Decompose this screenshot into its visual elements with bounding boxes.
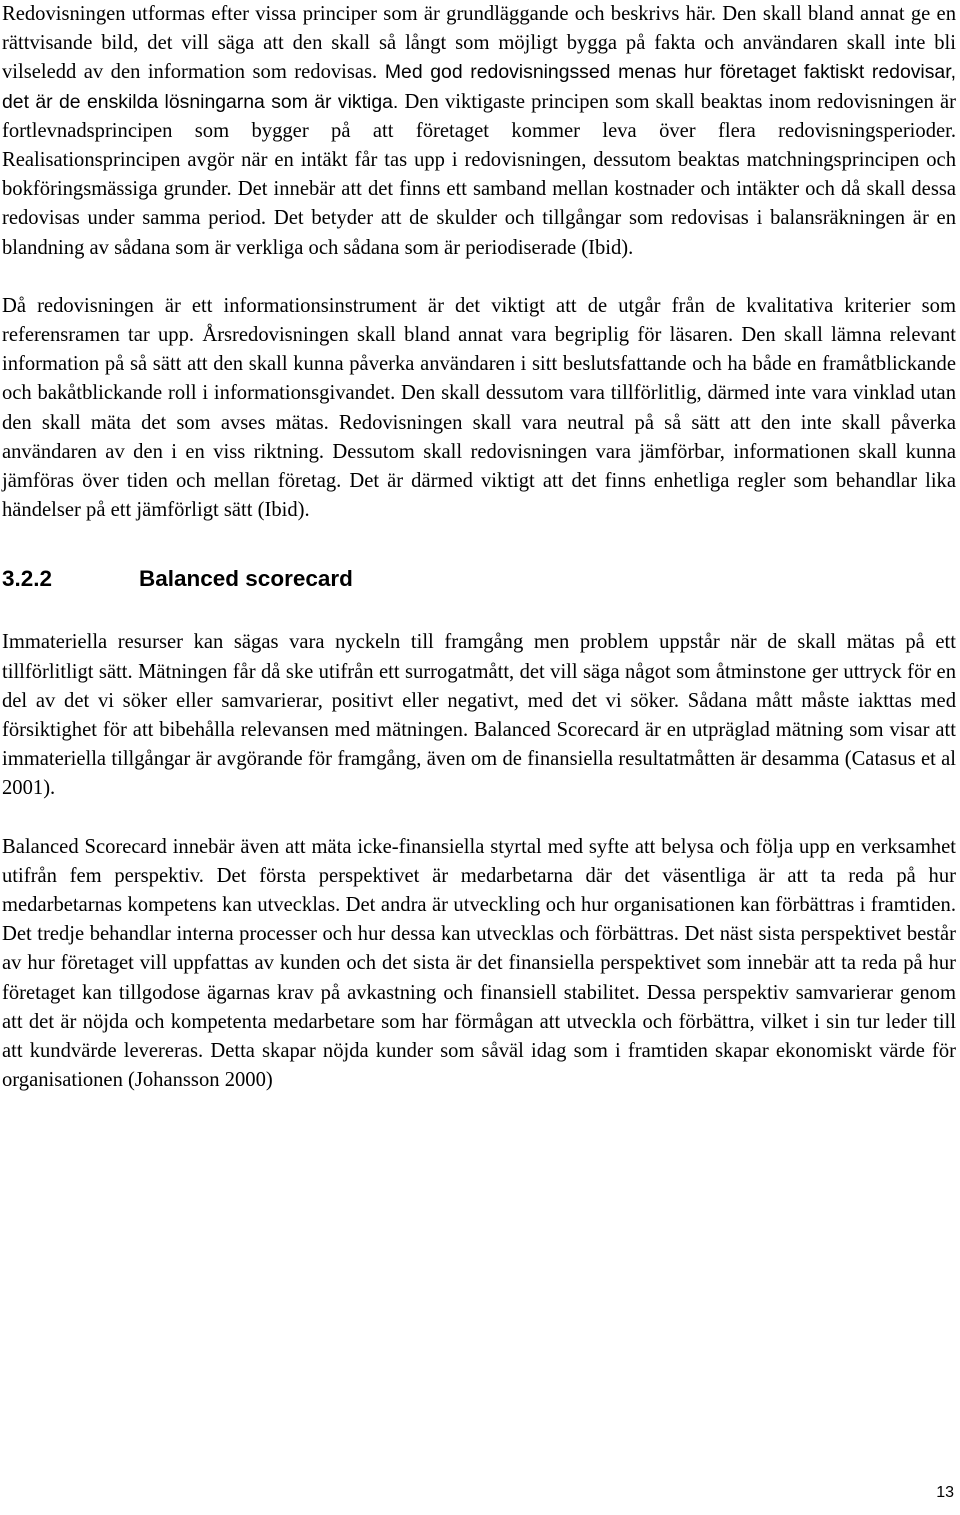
page-number: 13	[936, 1484, 954, 1501]
paragraph-text: Redovisningen utformas efter vissa principer som är grundläggande och beskrivs här. Den skall bland annat ge en rättvisande bild, det vill säga att den skall så långt som möjligt bygga på fakta och användaren skall inte bli vilseledd av den information som redovisas.	[2, 3, 956, 84]
paragraph-spacer	[2, 804, 956, 833]
paragraph-text-sans: Med god redovisningssed menas hur företaget faktiskt redovisar, det är de enskilda lösningarna som är viktiga.	[2, 61, 956, 113]
paragraph-five-perspectives: Balanced Scorecard innebär även att mäta icke-finansiella styrtal med syfte att belysa och följa upp en verksamhet utifrån fem perspektiv. Det första perspektivet är medarbetarna där det väsentliga är att ta reda på hur medarbetarnas kompetens kan utvecklas. Det andra är utveckling och hur organisationen kan förbättras i framtiden. Det tredje behandlar interna processer och hur dessa kan utvecklas och förbättras. Det näst sista perspektivet består av hur företaget vill uppfattas av kunden och det sista är det finansiella perspektivet som innebär att ta reda på hur företaget kan tillgodose ägarnas krav på avkastning och finansiell stabilitet. Dessa perspektiv samvarierar genom att det är nöjda och kompetenta medarbetare som har förmågan att utveckla och förbättra, vilket i sin tur leder till att kundvärde levereras. Detta skapar nöjda kunder som såväl idag som i framtiden skapar ekonomiskt värde för organisationen (Johansson 2000)	[2, 835, 956, 1092]
section-title: Balanced scorecard	[139, 566, 353, 592]
section-heading	[2, 564, 956, 594]
paragraph-qualitative-criteria: Då redovisningen är ett informationsinstrument är det viktigt att de utgår från de kvalitativa kriterier som referensramen tar upp. Årsredovisningen skall bland annat vara begriplig för läsaren. Den skall lämna relevant information på så sätt att den skall kunna påverka användaren i sitt beslutsfattande och ha både en framåtblickande och bakåtblickande roll i informationsgivandet. Den skall dessutom vara tillförlitlig, därmed inte vara vinklad utan den skall mäta det som avses mätas. Redovisningen skall vara neutral på så sätt att den inte skall påverka användaren av den i en viss riktning. Dessutom skall redovisningen vara jämförbar, informationen skall kunna jämföras över tiden och mellan företag. Det är därmed viktigt att det finns enhetliga regler som behandlar lika händelser på ett jämförligt sätt (Ibid).	[2, 294, 956, 522]
paragraph-intangible-resources: Immateriella resurser kan sägas vara nyckeln till framgång men problem uppstår när de skall mätas på ett tillförlitligt sätt. Mätningen får då ske utifrån ett surrogatmått, det vill säga något som åtminstone ger uttryck för en del av det vi söker eller samvarierar, positivt eller negativt, med det vi söker. Sådana mått måste iakttas med försiktighet för att bibehålla relevansen med mätningen. Balanced Scorecard är en utpräglad mätning som visar att immateriella tillgångar är avgörande för framgång, även om de finansiella resultatmåtten är desamma (Catasus et al 2001).	[2, 631, 956, 800]
paragraph-accounting-principles	[2, 0, 956, 263]
section-number: 3.2.2	[2, 566, 53, 592]
page-content	[2, 0, 956, 1096]
paragraph-text: Den viktigaste principen som skall beaktas inom redovisningen är fortlevnadsprincipen som bygger på att företaget kommer leva över flera redovisningsperioder. Realisationsprincipen avgör när en intäkt får tas upp i redovisningen, dessutom beaktas matchningsprincipen och bokföringsmässiga grunder. Det innebär att det finns ett samband mellan kostnader och intäkter och då skall dessa redovisas under samma period. Det betyder att de skulder och tillgångar som redovisas i balansräkningen är en blandning av sådana som är verkliga och sådana som är periodiserade (Ibid).	[2, 90, 956, 259]
paragraph-spacer	[2, 263, 956, 292]
